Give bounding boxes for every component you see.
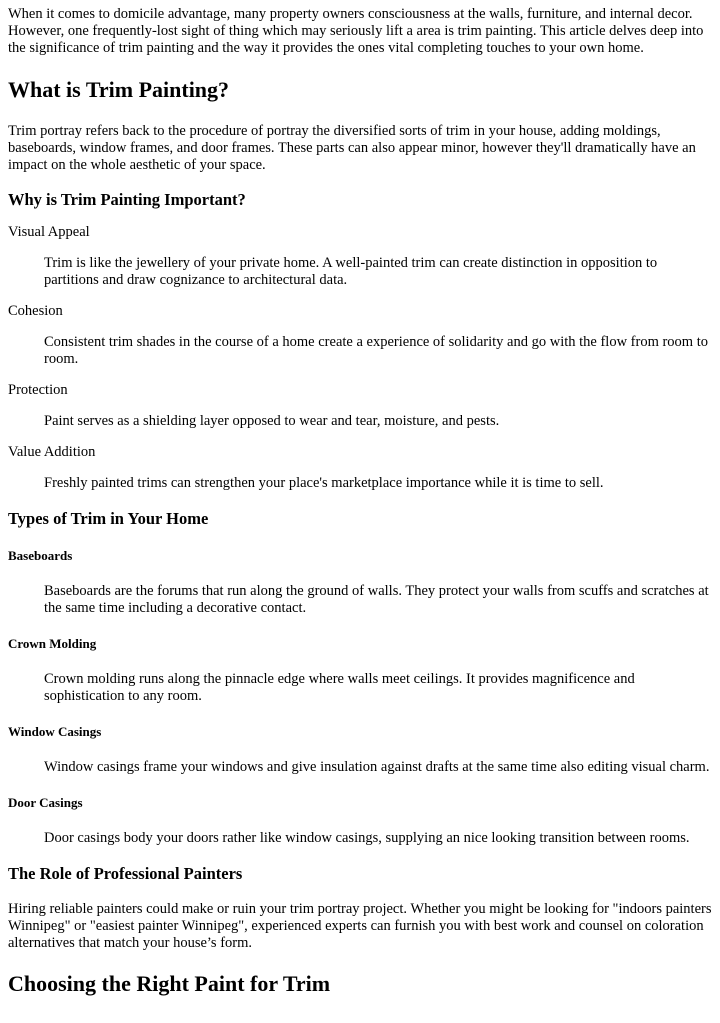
heading-why-important: Why is Trim Painting Important? [8,190,246,209]
role-paragraph: Hiring reliable painters could make or ruin your trim portray project. Whether you might be looking for "indoors painters Winnipeg" or "easiest painter Winnipeg", experienced experts can furnish you with best work and counsel on coloration alternatives that match your house’s form. [8,901,712,951]
desc-cohesion: Consistent trim shades in the course of a home create a experience of solidarity and go with the flow from room to room. [44,334,708,367]
window-casings-paragraph: Window casings frame your windows and give insulation against drafts at the same time also editing visual charm. [44,759,710,775]
term-protection: Protection [8,382,68,398]
intro-paragraph: When it comes to domicile advantage, many property owners consciousness at the walls, furniture, and internal decor. However, one frequently-lost sight of thing which may seriously lift a area is trim painting. This article delves deep into the significance of trim painting and the way it provides the ones vital completing touches to your own home. [8,6,704,56]
baseboards-paragraph: Baseboards are the forums that run along the ground of walls. They protect your walls from scuffs and scratches at the same time including a decorative contact. [44,583,709,616]
subheading-crown-molding: Crown Molding [8,636,97,651]
door-casings-paragraph: Door casings body your doors rather like window casings, supplying an nice looking transition between rooms. [44,830,690,846]
subheading-window-casings: Window Casings [8,724,102,739]
subheading-baseboards: Baseboards [8,548,73,563]
importance-list [8,224,712,492]
heading-choosing-paint: Choosing the Right Paint for Trim [8,971,331,996]
term-cohesion: Cohesion [8,303,63,319]
desc-protection: Paint serves as a shielding layer opposed to wear and tear, moisture, and pests. [44,413,500,429]
heading-role-of-painters: The Role of Professional Painters [8,864,243,883]
heading-types-of-trim: Types of Trim in Your Home [8,509,209,528]
crown-molding-paragraph: Crown molding runs along the pinnacle edge where walls meet ceilings. It provides magnificence and sophistication to any room. [44,671,635,704]
heading-what-is-trim-painting: What is Trim Painting? [8,77,230,102]
what-is-paragraph: Trim portray refers back to the procedure of portray the diversified sorts of trim in your house, adding moldings, baseboards, window frames, and door frames. These parts can also appear minor, however they'll dramatically have an impact on the whole aesthetic of your space. [8,123,696,173]
term-value-addition: Value Addition [8,444,96,460]
desc-value-addition: Freshly painted trims can strengthen your place's marketplace importance while it is time to sell. [44,475,604,491]
desc-visual-appeal: Trim is like the jewellery of your private home. A well-painted trim can create distinction in opposition to partitions and draw cognizance to architectural data. [44,255,658,288]
term-visual-appeal: Visual Appeal [8,224,90,240]
subheading-door-casings: Door Casings [8,795,83,810]
article [0,6,720,997]
